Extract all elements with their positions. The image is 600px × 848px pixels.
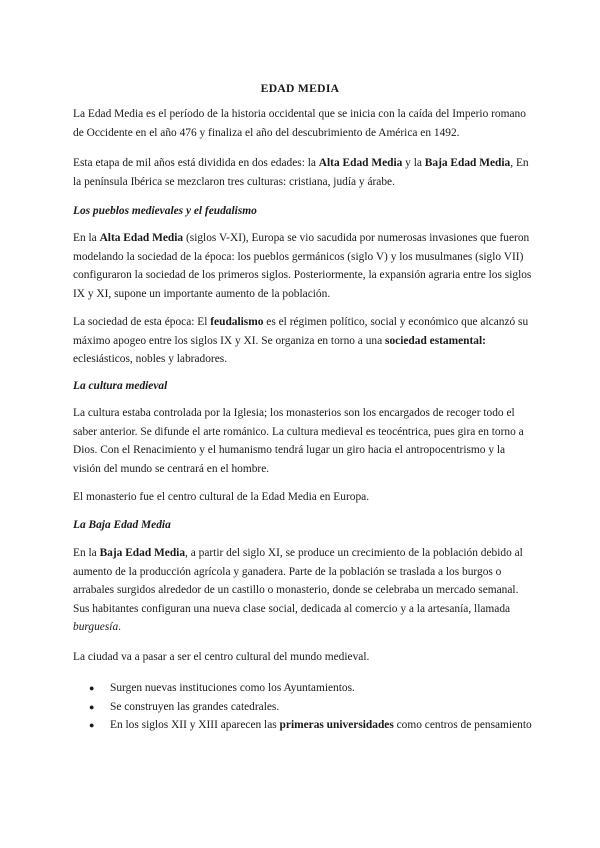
document-title: EDAD MEDIA xyxy=(260,82,340,95)
text-run: En los siglos XII y XIII aparecen las xyxy=(110,719,280,732)
bold-term: Baja Edad Media xyxy=(424,157,511,169)
text-run: Esta etapa de mil años está dividida en dos edades: la xyxy=(73,157,319,169)
list-item xyxy=(73,716,533,735)
paragraph-alta-edad-media xyxy=(73,229,533,303)
section-heading-baja-edad-media: La Baja Edad Media xyxy=(73,519,171,531)
italic-term: burguesía xyxy=(73,621,119,634)
text-run: y la xyxy=(402,157,425,169)
bold-term: Alta Edad Media xyxy=(99,232,184,244)
bold-term: Baja Edad Media xyxy=(99,547,186,559)
bold-term: primeras universidades xyxy=(279,719,394,732)
list-item: ● Surgen nuevas instituciones como los Ayuntamientos. xyxy=(73,679,533,698)
bullet-list xyxy=(73,679,533,735)
text-run: es el régimen político, social y económico que alcanzó su máximo apogeo entre los siglos IX y XI. Se organiza en torno a una xyxy=(73,316,529,347)
bold-term: Alta Edad Media xyxy=(318,157,403,169)
bold-term: feudalismo xyxy=(210,316,264,328)
text-run: En la xyxy=(73,547,100,559)
section-heading-feudalism: Los pueblos medievales y el feudalismo xyxy=(73,205,257,217)
text-run: como centros de pensamiento xyxy=(393,719,532,732)
bold-term: sociedad estamental: xyxy=(385,334,486,347)
text-run: , En la península Ibérica se mezclaron tres culturas: cristiana, judía y árabe. xyxy=(73,157,529,188)
paragraph-cultura: La cultura estaba controlada por la Iglesia; los monasterios son los encargados de recoger todo el saber anterior. Se difunde el arte románico. La cultura medieval es teocéntrica, pues gira en torno a Dios. Con el Renacimiento y el humanismo tendrá lugar un giro hacia el antropocentrismo y la visión del mundo se centrará en el hombre. xyxy=(73,407,524,475)
text-run: En la xyxy=(73,232,100,244)
text-run: (siglos V-XI), Europa se vio sacudida por numerosas invasiones que fueron modelando la sociedad de la época: los pueblos germánicos (siglo V) y los musulmanes (siglo VII) configuraron la sociedad de los primeros siglos. Posteriormente, la expansión agraria entre los siglos IX y XI, supone un importante aumento de la población. xyxy=(73,232,532,300)
paragraph-monasterio: El monasterio fue el centro cultural de la Edad Media en Europa. xyxy=(73,491,370,503)
text-run: , a partir del siglo XI, se produce un crecimiento de la población debido al aumento de la producción agrícola y ganadera. Parte de la población se traslada a los burgos o arrabales surgidos alrededor de un castillo o monasterio, donde se celebraba un mercado semanal. Sus habitantes configuran una nueva clase social, dedicada al comercio y a la artesanía, llamada xyxy=(73,547,523,615)
text-run: eclesiásticos, nobles y labradores. xyxy=(73,353,228,366)
list-item: ● Se construyen las grandes catedrales. xyxy=(73,698,533,717)
section-heading-cultura: La cultura medieval xyxy=(73,380,168,392)
paragraph-feudalismo xyxy=(73,313,533,369)
text-run: La sociedad de esta época: El xyxy=(73,316,211,328)
paragraph-ciudad: La ciudad va a pasar a ser el centro cultural del mundo medieval. xyxy=(73,651,370,663)
paragraph-periods xyxy=(73,154,533,191)
paragraph-intro: La Edad Media es el período de la historia occidental que se inicia con la caída del Imperio romano de Occidente en el año 476 y finaliza el año del descubrimiento de América en 1492. xyxy=(73,108,526,139)
text-run: . xyxy=(118,621,121,634)
paragraph-baja-edad-media xyxy=(73,544,533,637)
